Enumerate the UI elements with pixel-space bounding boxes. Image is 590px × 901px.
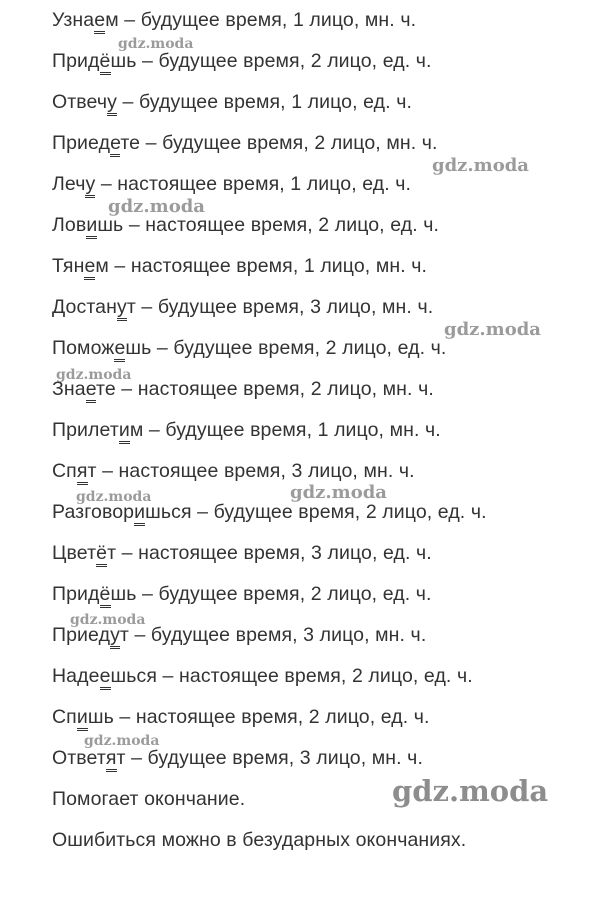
underlined-ending: ё	[100, 583, 111, 608]
underlined-ending: е	[94, 9, 105, 34]
watermark: gdz.moda	[432, 155, 529, 176]
conclusion-line: Помогает окончание.	[52, 788, 246, 810]
underlined-ending: у	[85, 173, 95, 198]
text-line: Прилетим – будущее время, 1 лицо, мн. ч.	[52, 418, 441, 442]
text-line: Достанут – будущее время, 3 лицо, мн. ч.	[52, 295, 433, 319]
text-line: Тянем – настоящее время, 1 лицо, мн. ч.	[52, 254, 427, 278]
underlined-ending: е	[86, 378, 96, 403]
text-line: Придёшь – будущее время, 2 лицо, ед. ч.	[52, 582, 432, 606]
watermark: gdz.moda	[70, 612, 146, 628]
text-line: Разговоришься – будущее время, 2 лицо, ед. ч.	[52, 500, 487, 524]
underlined-ending: и	[86, 214, 97, 239]
text-line: Отвечу – будущее время, 1 лицо, ед. ч.	[52, 90, 412, 114]
watermark: gdz.moda	[290, 482, 387, 503]
text-line: Приедут – будущее время, 3 лицо, мн. ч.	[52, 623, 426, 647]
underlined-ending: и	[119, 419, 130, 444]
text-line: Спят – настоящее время, 3 лицо, мн. ч.	[52, 459, 415, 483]
watermark: gdz.moda	[84, 733, 160, 749]
text-line: Знаете – настоящее время, 2 лицо, мн. ч.	[52, 377, 434, 401]
underlined-ending: е	[110, 132, 120, 157]
text-line: Узнаем – будущее время, 1 лицо, мн. ч.	[52, 8, 416, 32]
underlined-ending: у	[117, 296, 127, 321]
text-line: Приедете – будущее время, 2 лицо, мн. ч.	[52, 131, 438, 155]
underlined-ending: ё	[100, 50, 111, 75]
text-line: Придёшь – будущее время, 2 лицо, ед. ч.	[52, 49, 432, 73]
watermark: gdz.moda	[392, 774, 549, 808]
text-line: Лечу – настоящее время, 1 лицо, ед. ч.	[52, 172, 411, 196]
watermark: gdz.moda	[56, 367, 132, 383]
conclusion-line: Ошибиться можно в безударных окончаниях.	[52, 829, 467, 851]
watermark: gdz.moda	[108, 196, 205, 217]
underlined-ending: е	[84, 255, 95, 280]
watermark: gdz.moda	[444, 319, 541, 340]
text-line: Ловишь – настоящее время, 2 лицо, ед. ч.	[52, 213, 439, 237]
underlined-ending: ё	[96, 542, 107, 567]
watermark: gdz.moda	[76, 489, 152, 505]
underlined-ending: и	[77, 706, 88, 731]
underlined-ending: я	[106, 747, 117, 772]
underlined-ending: у	[110, 624, 120, 649]
text-line: Цветёт – настоящее время, 3 лицо, ед. ч.	[52, 541, 432, 565]
underlined-ending: у	[107, 91, 117, 116]
text-line: Надеешься – настоящее время, 2 лицо, ед. ч.	[52, 664, 473, 688]
underlined-ending: и	[134, 501, 145, 526]
text-line: Поможешь – будущее время, 2 лицо, ед. ч.	[52, 336, 446, 360]
text-line: Ответят – будущее время, 3 лицо, мн. ч.	[52, 746, 423, 770]
underlined-ending: я	[77, 460, 88, 485]
underlined-ending: е	[114, 337, 125, 362]
underlined-ending: е	[100, 665, 111, 690]
watermark: gdz.moda	[118, 36, 194, 52]
text-line: Спишь – настоящее время, 2 лицо, ед. ч.	[52, 705, 430, 729]
